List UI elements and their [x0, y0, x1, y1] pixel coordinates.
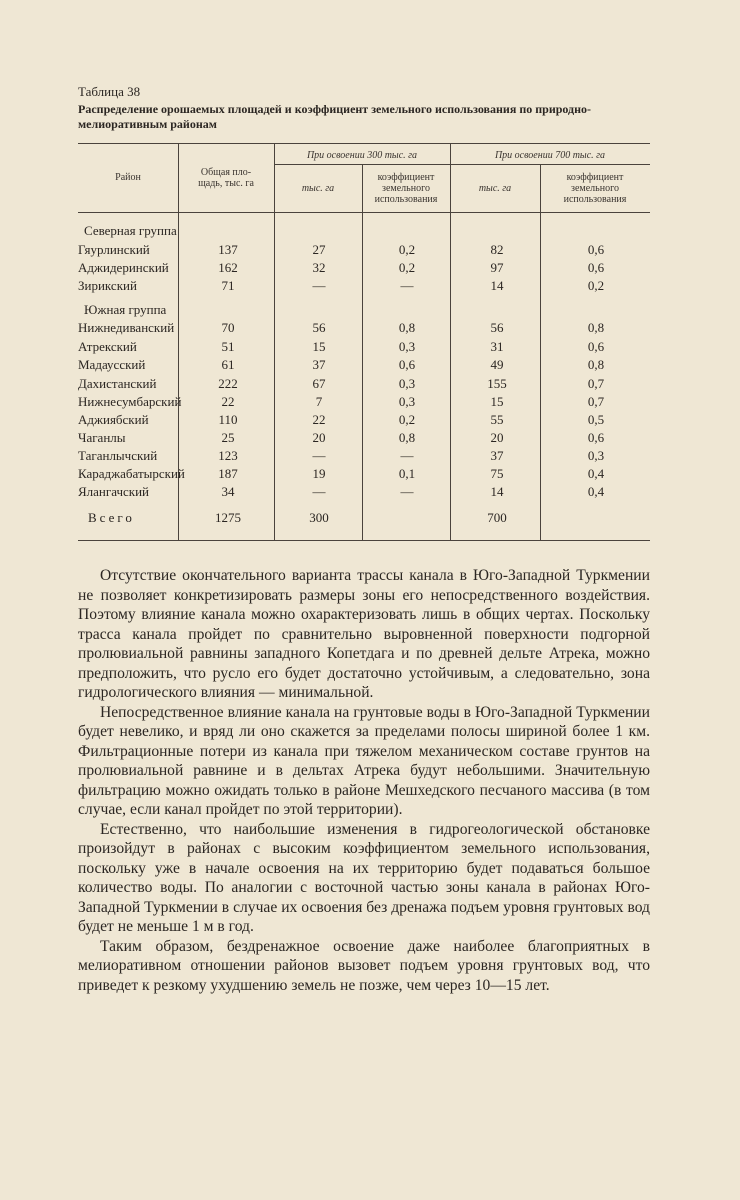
cell-s700: 75 — [490, 466, 504, 481]
table-row — [78, 448, 650, 466]
table-row — [78, 394, 650, 412]
cell-area: 187 — [218, 466, 238, 481]
cell-k300: 0,8 — [398, 320, 416, 335]
cell-s700: 14 — [490, 278, 504, 293]
cell-s300: — — [312, 448, 326, 463]
cell-district: Мадаусский — [78, 357, 146, 372]
paragraph: Естественно, что наибольшие изменения в гидрогеологической обстановке произойдут в районах с высоким коэффициентом земельного использования, поскольку уже в начале освоения на их территорию будет подаваться большое количество воды. По аналогии с восточной частью зоны канала в районах Юго-Западной Туркмении в случае их освоения без дренажа подъем уровня грунтовых вод будет не меньше 1 м в год. — [78, 820, 650, 935]
cell-s300: 27 — [312, 242, 326, 257]
header-700: При освоении 700 тыс. га — [494, 150, 606, 161]
cell-area: 51 — [221, 339, 235, 354]
cell-s700: 14 — [490, 484, 504, 499]
body-text — [78, 566, 650, 995]
header-700-coef: коэффициент земельного использования — [563, 172, 627, 205]
cell-k700: 0,8 — [587, 320, 605, 335]
cell-s300: 37 — [312, 357, 326, 372]
cell-s700: 56 — [490, 320, 504, 335]
cell-area: 22 — [221, 394, 235, 409]
cell-s300: 22 — [312, 412, 326, 427]
cell-area: 137 — [218, 242, 238, 257]
cell-k300: 0,6 — [398, 357, 416, 372]
cell-s700: 31 — [490, 339, 504, 354]
cell-s700: 49 — [490, 357, 504, 372]
cell-k700: 0,3 — [587, 448, 605, 463]
group-label-south: Южная группа — [84, 302, 167, 317]
cell-area: 162 — [218, 260, 238, 275]
cell-district: Аджиябский — [78, 412, 149, 427]
cell-k700: 0,5 — [587, 412, 605, 427]
paragraph: Непосредственное влияние канала на грунтовые воды в Юго-Западной Туркмении будет невелико, и вряд ли оно скажется за пределами полосы шириной более 1 км. Фильтрационные потери из канала при тяжелом механическом составе грунтов на пролювиальной равнине и в дельтах Атрека будут небольшими. Значительную фильтрацию можно ожидать только в районе Мешхедского песчаного массива (в том случае, если канал пройдет по этой территории). — [78, 703, 650, 818]
cell-s700: 55 — [490, 412, 504, 427]
table-bottom-rule — [78, 540, 650, 541]
table-row — [78, 484, 650, 502]
cell-k300: 0,3 — [398, 376, 416, 391]
cell-s300: 67 — [312, 376, 326, 391]
cell-district: Караджабатырский — [78, 466, 185, 481]
cell-area: 34 — [221, 484, 235, 499]
header-300: При освоении 300 тыс. га — [306, 150, 418, 161]
cell-k300: — — [400, 448, 414, 463]
table-row — [78, 339, 650, 357]
total-area: 1275 — [215, 510, 241, 525]
cell-k700: 0,2 — [587, 278, 605, 293]
cell-district: Дахистанский — [78, 376, 157, 391]
cell-k300: 0,8 — [398, 430, 416, 445]
cell-area: 70 — [221, 320, 235, 335]
total-label: Всего — [88, 510, 135, 525]
table-row — [78, 357, 650, 375]
table-row — [78, 412, 650, 430]
cell-k700: 0,4 — [587, 484, 605, 499]
paragraph: Отсутствие окончательного варианта трассы канала в Юго-Западной Туркмении не позволяет конкретизировать размеры зоны его непосредственного воздействия. Поэтому влияние канала можно охарактеризовать лишь в общих чертах. Поскольку трасса канала пройдет по сравнительно выровненной поверхности подгорной пролювиальной равнины западного Копетдага и по древней дельте Атрека, можно предположить, что русло его будет достаточно устойчивым, а следовательно, зона гидрологического влияния — минимальной. — [78, 567, 650, 701]
cell-s300: — — [312, 278, 326, 293]
header-300-coef: коэффициент земельного использования — [374, 172, 438, 205]
cell-k700: 0,6 — [587, 260, 605, 275]
table-total-row — [78, 510, 650, 528]
cell-district: Зирикский — [78, 278, 137, 293]
cell-s300: 20 — [312, 430, 326, 445]
group-label-north: Северная группа — [84, 223, 177, 238]
cell-area: 61 — [221, 357, 235, 372]
table-row — [78, 430, 650, 448]
cell-district: Нижнесумбарский — [78, 394, 182, 409]
table-row — [78, 320, 650, 338]
cell-s700: 15 — [490, 394, 504, 409]
header-district: Район — [115, 172, 141, 183]
cell-area: 110 — [218, 412, 238, 427]
cell-district: Атрекский — [78, 339, 137, 354]
cell-area: 222 — [218, 376, 238, 391]
cell-s300: 32 — [312, 260, 326, 275]
cell-s700: 20 — [490, 430, 504, 445]
cell-s700: 37 — [490, 448, 504, 463]
cell-k300: — — [400, 484, 414, 499]
cell-k700: 0,4 — [587, 466, 605, 481]
table-number: Таблица 38 — [78, 84, 141, 99]
cell-s300: 19 — [312, 466, 326, 481]
cell-k700: 0,7 — [587, 376, 605, 391]
table-row — [78, 466, 650, 484]
cell-k300: 0,2 — [398, 412, 416, 427]
cell-s700: 155 — [487, 376, 507, 391]
cell-k300: 0,3 — [398, 394, 416, 409]
total-s700: 700 — [487, 510, 507, 525]
cell-area: 71 — [221, 278, 235, 293]
cell-s700: 82 — [490, 242, 504, 257]
cell-s300: 56 — [312, 320, 326, 335]
cell-district: Чаганлы — [78, 430, 126, 445]
total-s300: 300 — [309, 510, 329, 525]
cell-district: Аджидеринский — [78, 260, 169, 275]
header-700-thous: тыс. га — [478, 183, 512, 194]
cell-district: Таганлычский — [78, 448, 158, 463]
cell-district: Гяурлинский — [78, 242, 150, 257]
cell-area: 123 — [218, 448, 238, 463]
cell-s700: 97 — [490, 260, 504, 275]
cell-k300: 0,2 — [398, 242, 416, 257]
header-total-area: Общая пло- щадь, тыс. га — [198, 167, 254, 189]
cell-k700: 0,7 — [587, 394, 605, 409]
cell-s300: — — [312, 484, 326, 499]
cell-k300: 0,3 — [398, 339, 416, 354]
table-top-rule — [78, 143, 650, 144]
cell-s300: 15 — [312, 339, 326, 354]
cell-k700: 0,6 — [587, 430, 605, 445]
header-300-thous: тыс. га — [301, 183, 335, 194]
cell-area: 25 — [221, 430, 235, 445]
cell-k300: — — [400, 278, 414, 293]
cell-district: Ялангачский — [78, 484, 150, 499]
table-subheader-rule — [274, 164, 650, 165]
cell-k300: 0,1 — [398, 466, 416, 481]
paragraph: Таким образом, бездренажное освоение даже наиболее благоприятных в мелиоративном отношении районов вызовет подъем уровня грунтовых вод, что приведет к резкому ухудшению земель не позже, чем через 10—15 лет. — [78, 937, 650, 994]
table-row — [78, 376, 650, 394]
cell-k700: 0,6 — [587, 242, 605, 257]
cell-k700: 0,8 — [587, 357, 605, 372]
table-row — [78, 242, 650, 260]
table-row — [78, 260, 650, 278]
table-title: Распределение орошаемых площадей и коэффициент земельного использования по природно-мелиоративным районам — [78, 102, 592, 131]
cell-district: Нижнедиванский — [78, 320, 175, 335]
cell-k300: 0,2 — [398, 260, 416, 275]
cell-s300: 7 — [315, 394, 323, 409]
table-header-bottom-rule — [78, 212, 650, 213]
table-row — [78, 278, 650, 296]
cell-k700: 0,6 — [587, 339, 605, 354]
